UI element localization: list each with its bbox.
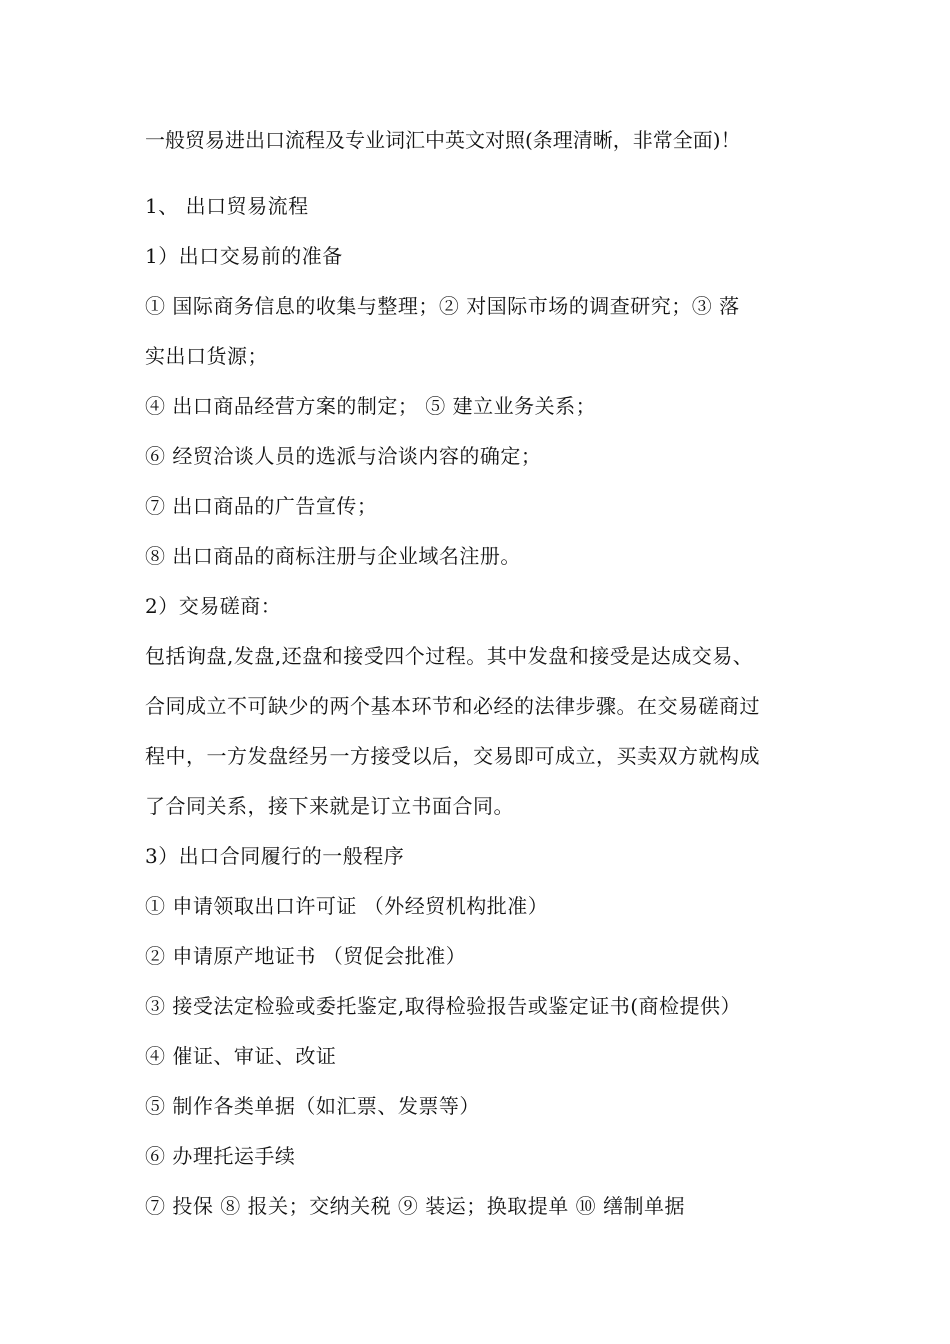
paragraph-line: ② 申请原产地证书 （贸促会批准）: [145, 944, 467, 968]
section-heading-export-process: 1、 出口贸易流程: [145, 194, 309, 218]
paragraph-line: ⑦ 出口商品的广告宣传；: [145, 494, 378, 518]
paragraph-line: 程中，一方发盘经另一方接受以后，交易即可成立，买卖双方就构成: [145, 744, 760, 768]
paragraph-line: ① 申请领取出口许可证 （外经贸机构批准）: [145, 894, 549, 918]
paragraph-line: ⑦ 投保 ⑧ 报关；交纳关税 ⑨ 装运；换取提单 ⑩ 缮制单据: [145, 1194, 686, 1218]
subsection-heading-negotiation: 2）交易磋商：: [145, 594, 282, 618]
paragraph-line: ⑥ 办理托运手续: [145, 1144, 296, 1168]
paragraph-line: 了合同关系，接下来就是订立书面合同。: [145, 794, 514, 818]
subsection-heading-preparation: 1）出口交易前的准备: [145, 244, 343, 268]
paragraph-line: ⑤ 制作各类单据（如汇票、发票等）: [145, 1094, 480, 1118]
paragraph-line: ④ 催证、审证、改证: [145, 1044, 337, 1068]
paragraph-line: 包括询盘,发盘,还盘和接受四个过程。其中发盘和接受是达成交易、: [145, 644, 754, 668]
paragraph-line: ④ 出口商品经营方案的制定； ⑤ 建立业务关系；: [145, 394, 597, 418]
paragraph-line: ① 国际商务信息的收集与整理；② 对国际市场的调查研究；③ 落: [145, 294, 740, 318]
subsection-heading-contract-performance: 3）出口合同履行的一般程序: [145, 844, 405, 868]
paragraph-line: 实出口货源；: [145, 344, 268, 368]
paragraph-line: ③ 接受法定检验或委托鉴定,取得检验报告或鉴定证书(商检提供）: [145, 994, 742, 1018]
paragraph-line: ⑧ 出口商品的商标注册与企业域名注册。: [145, 544, 521, 568]
paragraph-line: ⑥ 经贸洽谈人员的选派与洽谈内容的确定；: [145, 444, 542, 468]
document-title: 一般贸易进出口流程及专业词汇中英文对照(条理清晰，非常全面)！: [145, 128, 741, 152]
paragraph-line: 合同成立不可缺少的两个基本环节和必经的法律步骤。在交易磋商过: [145, 694, 760, 718]
